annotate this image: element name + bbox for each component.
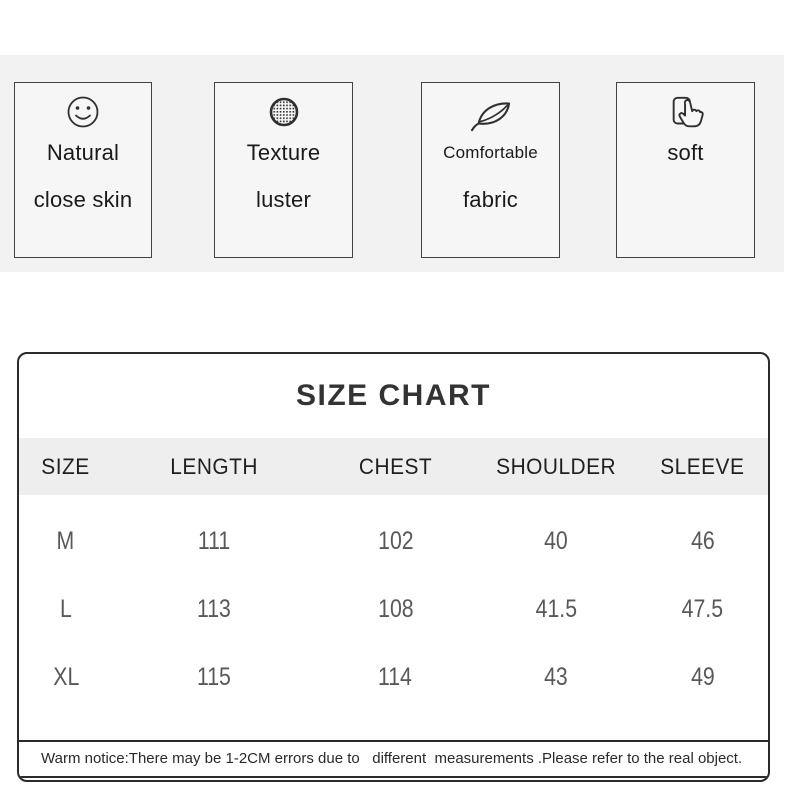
- feature-label: fabric: [463, 187, 518, 212]
- smiley-face-icon: [15, 95, 151, 129]
- feature-label: soft: [667, 140, 704, 165]
- cell-chest: 114: [378, 662, 413, 691]
- cell-sleeve: 46: [690, 526, 715, 555]
- cell-chest: 102: [377, 526, 414, 555]
- cell-chest: 108: [377, 594, 414, 623]
- size-row-l: [19, 575, 768, 643]
- column-header-shoulder: SHOULDER: [496, 453, 617, 479]
- halftone-circle-icon: [215, 95, 352, 129]
- size-chart-title: SIZE CHART: [296, 379, 491, 412]
- feature-label: close skin: [33, 187, 133, 212]
- size-row-m: [19, 507, 768, 575]
- cell-size: L: [59, 594, 72, 623]
- column-header-length: LENGTH: [169, 453, 258, 479]
- feature-box-soft: [616, 82, 755, 258]
- cell-shoulder: 43: [544, 662, 569, 691]
- feature-label: Natural: [46, 140, 120, 165]
- feature-box-texture-luster: [214, 82, 353, 258]
- size-chart-body: [19, 495, 768, 711]
- feature-label: Comfortable: [443, 143, 538, 162]
- cell-length: 111: [197, 526, 230, 555]
- cell-length: 113: [196, 594, 231, 623]
- column-header-sleeve: SLEEVE: [660, 453, 745, 479]
- cell-length: 115: [196, 662, 231, 691]
- cell-shoulder: 41.5: [535, 594, 578, 623]
- cell-size: XL: [52, 662, 79, 691]
- cell-size: M: [56, 526, 75, 555]
- cell-sleeve: 47.5: [681, 594, 724, 623]
- column-header-chest: CHEST: [358, 453, 432, 479]
- cell-shoulder: 40: [544, 526, 569, 555]
- size-row-xl: [19, 643, 768, 711]
- size-chart-header-row: [19, 438, 768, 495]
- feature-box-comfortable-fabric: [421, 82, 560, 258]
- size-chart-panel: [17, 352, 770, 782]
- feature-box-natural-close-skin: [14, 82, 152, 258]
- touch-hand-icon: [617, 95, 754, 129]
- leaf-icon: [422, 95, 559, 129]
- feature-label: luster: [256, 187, 311, 212]
- warm-notice: Warm notice:There may be 1-2CM errors due to different measurements .Please refer to the real object.: [19, 740, 768, 778]
- column-header-size: SIZE: [41, 453, 90, 479]
- feature-strip: [0, 55, 784, 272]
- cell-sleeve: 49: [690, 662, 715, 691]
- feature-label: Texture: [246, 140, 321, 165]
